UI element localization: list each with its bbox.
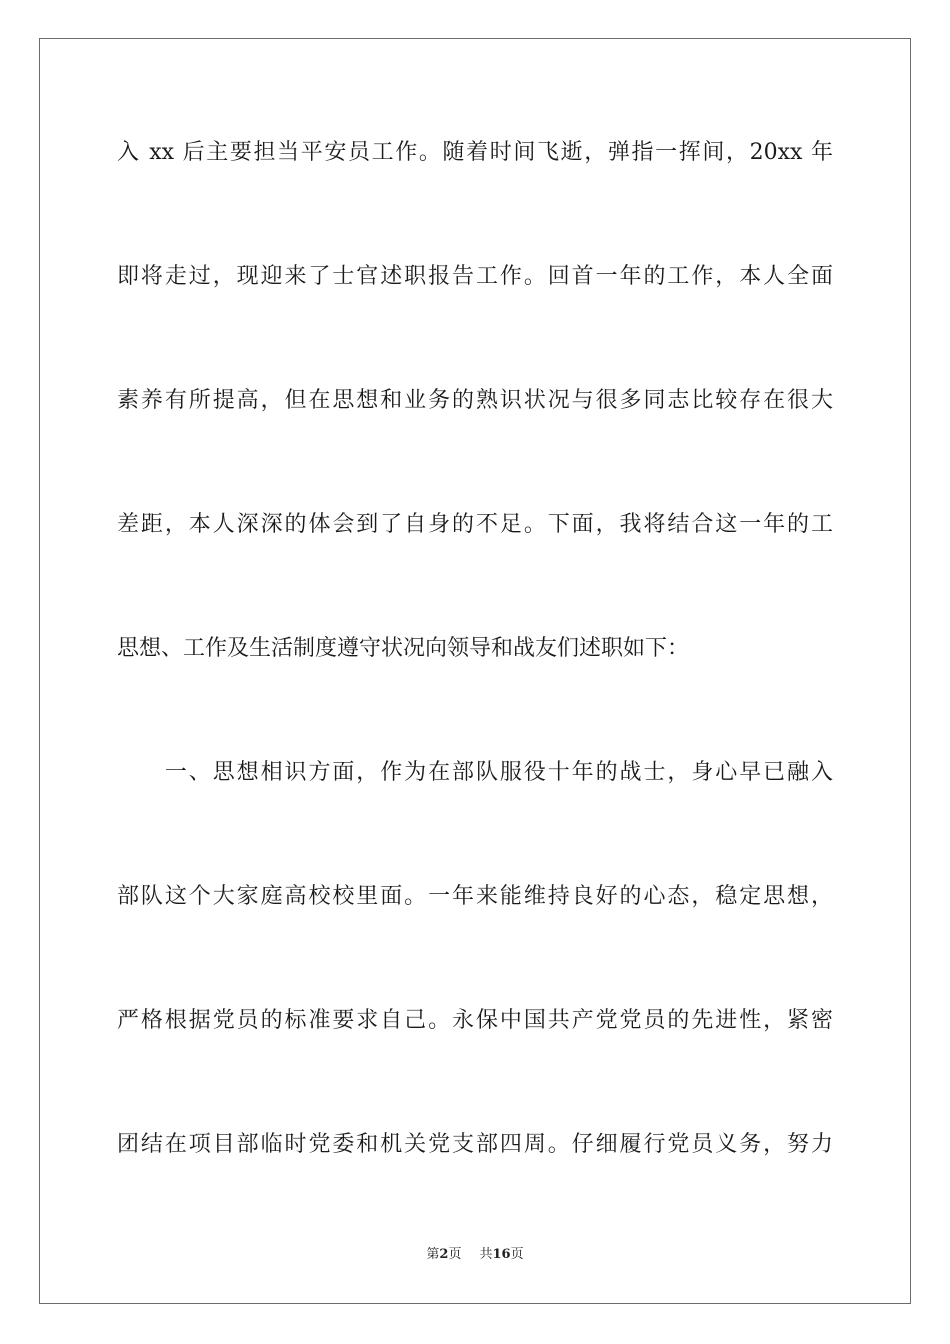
total-pages: 16	[492, 1247, 511, 1262]
page-border	[39, 38, 911, 1304]
body-text-line-1: 入 xx 后主要担当平安员工作。随着时间飞逝，弹指一挥间，20xx 年	[117, 140, 833, 165]
body-text-line-4: 差距，本人深深的体会到了自身的不足。下面，我将结合这一年的工	[117, 512, 833, 537]
body-text-line-7: 部队这个大家庭高校校里面。一年来能维持良好的心态，稳定思想，	[117, 884, 833, 909]
body-text-line-5: 思想、工作及生活制度遵守状况向领导和战友们述职如下：	[117, 636, 690, 661]
page-footer	[0, 1246, 950, 1264]
total-pages-prefix: 共	[479, 1247, 493, 1262]
page-number-prefix: 第	[426, 1247, 440, 1262]
body-text-line-2: 即将走过，现迎来了士官述职报告工作。回首一年的工作，本人全面	[117, 264, 833, 289]
page-number-suffix: 页	[448, 1247, 462, 1262]
page-number: 2	[439, 1247, 449, 1262]
body-text-line-6: 一、思想相识方面，作为在部队服役十年的战士，身心早已融入	[117, 760, 833, 785]
body-text-line-9: 团结在项目部临时党委和机关党支部四周。仔细履行党员义务，努力	[117, 1132, 833, 1157]
body-text-line-3: 素养有所提高，但在思想和业务的熟识状况与很多同志比较存在很大	[117, 388, 833, 413]
body-text-line-8: 严格根据党员的标准要求自己。永保中国共产党党员的先进性，紧密	[117, 1008, 833, 1033]
total-pages-suffix: 页	[510, 1247, 524, 1262]
